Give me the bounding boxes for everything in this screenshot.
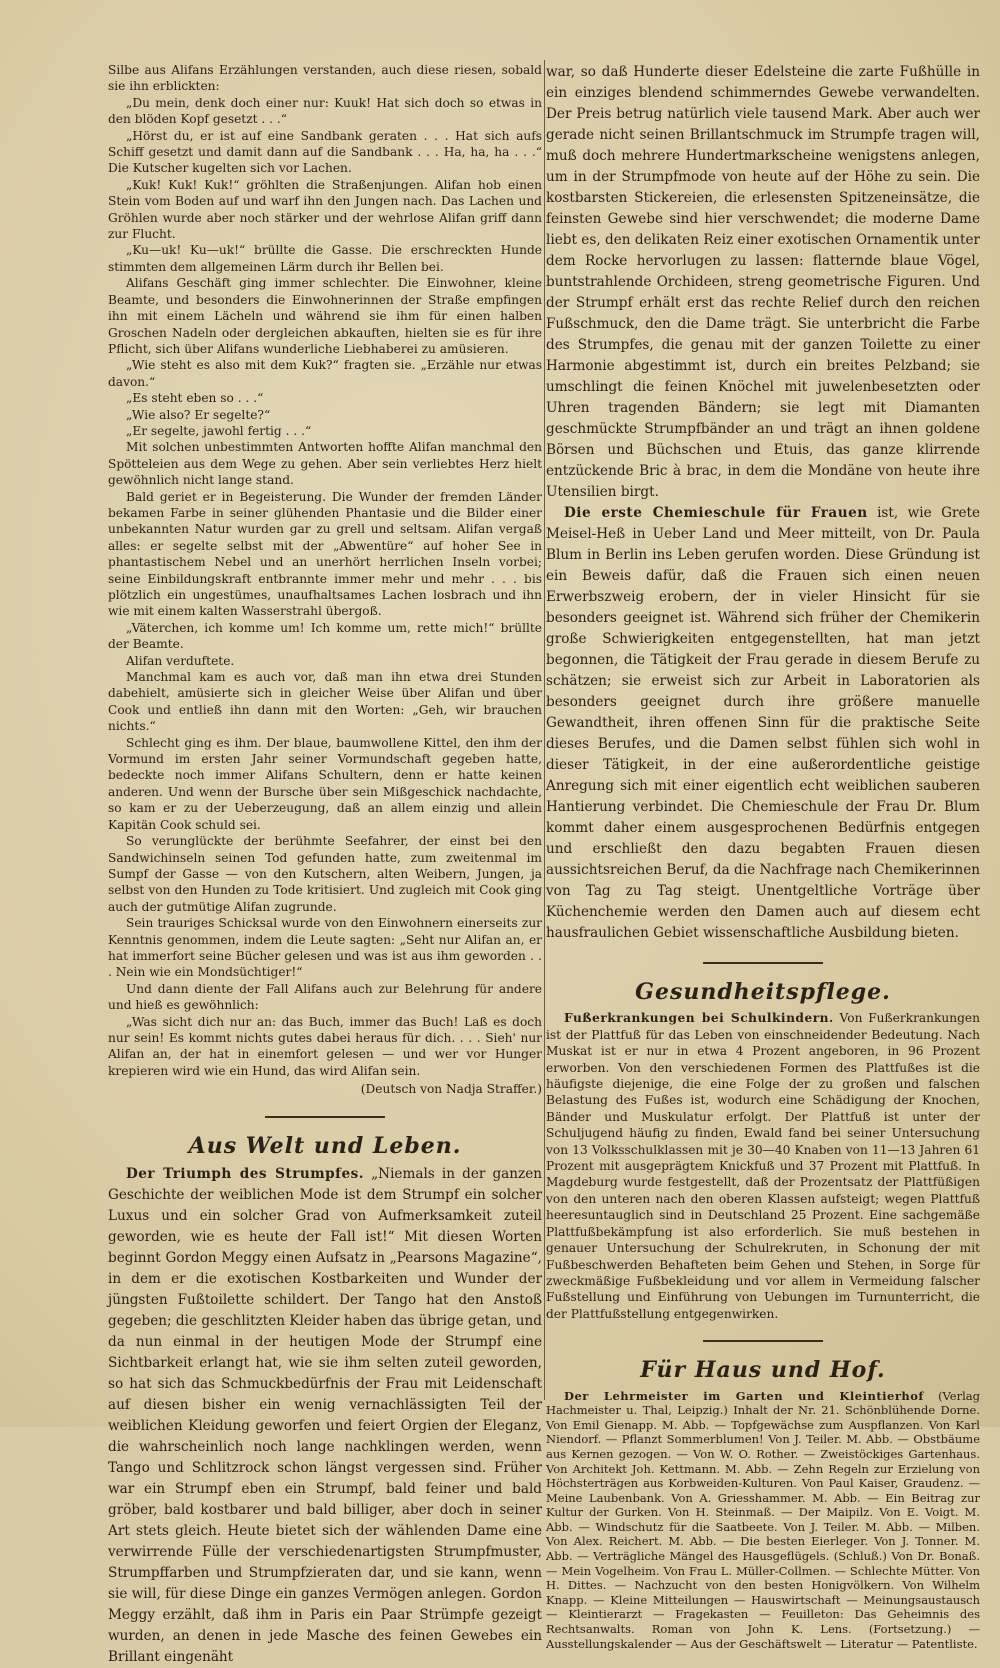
section-rule (703, 962, 823, 964)
paragraph: Schlecht ging es ihm. Der blaue, baumwollene Kittel, den ihm der Vormund im ersten Jahr seiner Vormundschaft gegeben hatte, bedeckte noch immer Alifans Schultern, denn er hatte keinen anderen. Und wenn der Bursche über sein Mißgeschick nachdachte, so kam er zu der Ueberzeugung, daß an allem einzig und allein Kapitän Cook schuld sei. (108, 735, 542, 832)
paragraph: „Er segelte, jawohl fertig . . .“ (126, 423, 312, 438)
article-garden (546, 1389, 980, 1652)
section-heading: Aus Welt und Leben. (188, 1132, 462, 1159)
article-body: Von Fußerkrankungen ist der Plattfuß für das Leben von einschneidender Bedeutung. Nach Muskat ist er nur in etwa 4 Prozent angeboren, in 96 Prozent erworben. Von den verschiedenen Formen des Plattfußes ist die häufigste diejenige, die eine Folge der zu großen und falschen Belastung des Fußes ist, wodurch eine Schädigung der Knochen, Bänder und Muskulatur erfolgt. Der Plattfuß ist unter der Schuljugend häufig zu finden, Ewald fand bei seiner Untersuchung von 13 Volksschulklassen mit je 30—40 Knaben von 11—13 Jahren 61 Prozent mit ausgeprägtem Knickfuß und 37 Prozent mit Plattfuß. In Magdeburg wurde festgestellt, daß der Prozentsatz der Plattfüßigen von den unteren nach den oberen Klassen aufsteigt; wegen Plattfuß heeresuntauglich sind in Deutschland 25 Prozent. Eine sachgemäße Plattfußbekämpfung ist also erforderlich. Sie muß bestehen in genauer Untersuchung der Schulrekruten, in Schonung der mit Fußbeschwerden Behafteten beim Gehen und Stehen, in Sorge für zweckmäßige Fußbekleidung und vor allem in Vermeidung falscher Fußstellung und Einführung von Uebungen im Turnunterricht, die der Plattfußstellung entgegenwirken. (546, 1011, 980, 1321)
article-title: Der Triumph des Strumpfes. (126, 1166, 365, 1182)
paragraph: So verunglückte der berühmte Seefahrer, der einst bei den Sandwichinseln seinen Tod gefunden hatte, zum zweitenmal im Sumpf der Gasse — von den Kutschern, alten Weibern, Jungen, ja selbst von den Hunden zu Tode kritisiert. Und zugleich mit Cook ging auch der gutmütige Alifan zugrunde. (108, 834, 542, 914)
article-title: Fußerkrankungen bei Schulkindern. (564, 1011, 834, 1026)
article-body: ist, wie Grete Meisel-Heß in Ueber Land und Meer mitteilt, von Dr. Paula Blum in Berlin ins Leben gerufen worden. Diese Gründung ist ein Beweis dafür, daß die Frauen sich einen neuen Erwerbszweig erobern, der in vieler Hinsicht für sie besonders geeignet ist. Während sich früher der Chemikerin große Schwierigkeiten entgegenstellten, hat man jetzt begonnen, die Tätigkeit der Frau gerade in diesem Berufe zu schätzen; sie erweist sich zur Arbeit in Laboratorien als besonders geeignet durch ihre größere manuelle Gewandtheit, ihren offenen Sinn für die praktische Seite dieses Berufes, und die Damen selbst fühlen sich wohl in dieser Tätigkeit, in der eine außerordentliche geistige Anregung sich mit einer eigentlich echt weiblichen sauberen Hantierung verbindet. Die Chemieschule der Frau Dr. Blum kommt daher einem ausgesprochenen Bedürfnis entgegen und erschließt den dazu begabten Frauen diesen aussichtsreichen Beruf, da die Nachfrage nach Chemikerinnen von Tag zu Tag steigt. Unentgeltliche Vorträge über Küchenchemie werden den Damen auch auf diesem echt hausfraulichen Gebiet wissenschaftliche Ausbildung bieten. (546, 505, 980, 941)
section-heading: Für Haus und Hof. (640, 1357, 886, 1384)
section-rule (265, 1116, 385, 1118)
article-chemistry (546, 503, 980, 944)
article-title: Die erste Chemieschule für Frauen (564, 505, 868, 521)
translator-credit: (Deutsch von Nadja Straffer.) (360, 1082, 542, 1097)
article-body: „Niemals in der ganzen Geschichte der weiblichen Mode ist dem Strumpf ein solcher Luxus und ein solcher Grad von Aufmerksamkeit zuteil geworden, wie es heute der Fall ist!“ Mit diesen Worten beginnt Gordon Meggy einen Aufsatz in „Pearsons Magazine“, in dem er die exotischen Kostbarkeiten und Wunder der jüngsten Fußtoilette schildert. Der Tango hat den Anstoß gegeben; die geschlitzten Kleider haben das übrige getan, und da nun einmal in der heutigen Mode der Strumpf eine Sichtbarkeit erlangt hat, wie sie ihm selten zuteil geworden, so hat sich das Schmuckbedürfnis der Frau mit Leidenschaft auf diesen bisher ein wenig vernachlässigten Teil der weiblichen Kleidung geworfen und feiert Orgien der Eleganz, die wahrscheinlich noch lange nachklingen werden, wenn Tango und Schlitzrock schon längst vergessen sind. Früher war ein Strumpf eben ein Strumpf, bald feiner und bald gröber, bald kostbarer und bald billiger, aber doch in seiner Art stets gleich. Heute bietet sich der wählenden Dame eine verwirrende Fülle der verschiedenartigsten Strumpfmuster, Strumpffarben und Strumpfzieraten dar, und sie kann, wenn sie will, für diese Dinge ein ganzes Vermögen anlegen. Gordon Meggy erzählt, daß ihm in Paris ein Paar Strümpfe gezeigt wurden, an denen in jede Masche des feinen Gewebes ein Brillant eingenäht (108, 1166, 543, 1665)
paragraph: Manchmal kam es auch vor, daß man ihn etwa drei Stunden dabehielt, amüsierte sich in gleicher Weise über Alifan und über Cook und entließ ihn dann mit den Worten: „Geh, wir brauchen nichts.“ (108, 670, 542, 734)
right-column (546, 62, 980, 1651)
paragraph: „Ku—uk! Ku—uk!“ brüllte die Gasse. Die erschreckten Hunde stimmten dem allgemeinen Lärm durch ihr Bellen bei. (108, 243, 542, 274)
paragraph: „Väterchen, ich komme um! Ich komme um, rette mich!“ brüllte der Beamte. (108, 620, 542, 652)
paragraph: Silbe aus Alifans Erzählungen verstanden, auch diese riesen, sobald sie ihn erblickten: (108, 63, 542, 94)
paragraph: Sein trauriges Schicksal wurde von den Einwohnern einerseits zur Kenntnis genommen, indem die Leute sagten: „Seht nur Alifan an, er hat immerfort seine Bücher gelesen und was ist aus ihm geworden . . . Nein wie ein Mondsüchtiger!“ (108, 916, 542, 980)
paragraph: „Was sicht dich nur an: das Buch, immer das Buch! Laß es doch nur sein! Es kommt nichts gutes dabei heraus für dich. . . . Sieh' nur Alifan an, der hat in einemfort gelesen — und wer vor Hunger krepieren wird wie ein Hund, das wird Alifan sein. (108, 1014, 542, 1078)
left-column (108, 62, 542, 1668)
paragraph: Alifans Geschäft ging immer schlechter. Die Einwohner, kleine Beamte, und besonders die Einwohnerinnen der Straße empfingen ihn mit einem Lächeln und während sie ihm für einen halben Groschen Nadeln oder dergleichen abkauften, hielten sie es für ihre Pflicht, sich über Alifans wunderliche Liebhaberei zu amüsieren. (108, 276, 542, 356)
paragraph: Bald geriet er in Begeisterung. Die Wunder der fremden Länder bekamen Farbe in seiner glühenden Phantasie und die Bilder einer unbekannten Natur wurden gar zu grell und seltsam. Alifan vergaß alles: er segelte selbst mit der „Abwentüre“ auf hoher See in phantastischem Nebel und an unerhört herrlichen Inseln vorbei; seine Einbildungskraft entbrannte immer mehr und mehr . . . bis plötzlich ein ungestümes, unaufhaltsames Lachen losbrach und ihn wie mit einem kalten Wasserstrahl übergoß. (108, 489, 542, 619)
article-title: Der Lehrmeister im Garten und Kleintierhof (564, 1388, 924, 1403)
column-divider (544, 60, 545, 1400)
paragraph: „Hörst du, er ist auf eine Sandbank geraten . . . Hat sich aufs Schiff gesetzt und damit dann auf die Sandbank . . . Ha, ha, ha . . .“ Die Kutscher kugelten sich vor Lachen. (108, 128, 542, 176)
paragraph: Alifan verduftete. (126, 653, 235, 668)
article-body: (Verlag Hachmeister u. Thal, Leipzig.) Inhalt der Nr. 21. Schönblühende Dorne. Von Emil Gienapp. M. Abb. — Topfgewächse zum Auspflanzen. Von Karl Niendorf. — Pflanzt Sommerblumen! Von J. Teiler. M. Abb. — Obstbäume aus Kernen gezogen. — Von W. O. Rother. — Zweistöckiges Gartenhaus. Von Architekt Joh. Kettmann. M. Abb. — Zehn Regeln zur Erzielung von Höchsterträgen aus Korbweiden-Kulturen. Von Paul Kaiser, Graudenz. — Meine Laubenbank. Von A. Griesshammer. M. Abb. — Ein Beitrag zur Kultur der Gurken. Von H. Steinmaß. — Der Maipilz. Von E. Voigt. M. Abb. — Windschutz für die Saatbeete. Von J. Teiler. M. Abb. — Milben. Von Alex. Reichert. M. Abb. — Die besten Eierleger. Von J. Tonner. M. Abb. — Verträgliche Mängel des Hausgeflügels. (Schluß.) Von Dr. Bonaß. — Mein Vogelheim. Von Frau L. Müller-Collmen. — Schlechte Mütter. Von H. Dittes. — Nachzucht von den besten Honigvölkern. Von Wilhelm Knapp. — Kleine Mitteilungen — Hauswirtschaft — Meinungsaustausch — Kleintierarzt — Fragekasten — Feuilleton: Das Geheimnis des Rechtsanwalts. Roman von John K. Lens. (Fortsetzung.) — Ausstellungskalender — Aus der Geschäftswelt — Literatur — Patentliste. (546, 1388, 980, 1651)
paragraph: „Wie also? Er segelte?“ (126, 407, 271, 422)
paragraph: „Es steht eben so . . .“ (126, 391, 264, 406)
paragraph: Und dann diente der Fall Alifans auch zur Belehrung für andere und hieß es gewöhnlich: (108, 981, 542, 1013)
section-heading: Gesundheitspflege. (635, 979, 891, 1005)
article-foot (546, 1010, 980, 1322)
section-rule (703, 1340, 823, 1342)
article-triumph (108, 1164, 542, 1668)
paragraph: „Du mein, denk doch einer nur: Kuuk! Hat sich doch so etwas in den blöden Kopf gesetzt . . .“ (108, 95, 542, 127)
paragraph: Mit solchen unbestimmten Antworten hoffte Alifan manchmal den Spötteleien aus dem Wege zu gehen. Aber sein verliebtes Herz hielt gewöhnlich nicht lange stand. (108, 440, 542, 488)
story-continuation (108, 62, 542, 1098)
paragraph: „Kuk! Kuk! Kuk!“ gröhlten die Straßenjungen. Alifan hob einen Stein vom Boden auf und warf ihn den Jungen nach. Das Lachen und Gröhlen wurde aber noch stärker und der wehrlose Alifan griff dann zur Flucht. (108, 177, 542, 242)
article-triumph-continued: war, so daß Hunderte dieser Edelsteine die zarte Fußhülle in ein einziges blendend schimmerndes Gewebe verwandelten. Der Preis betrug natürlich viele tausend Mark. Aber auch wer gerade nicht seinen Brillantschmuck im Strumpfe tragen will, muß doch mehrere Hundertmarkscheine wenigstens anlegen, um in der Strumpfmode von heute auf der Höhe zu sein. Die kostbarsten Stickereien, die erlesensten Spitzeneinsätze, die feinsten Gewebe sind hier verschwendet; die moderne Dame liebt es, den delikaten Reiz einer exotischen Ornamentik unter dem Rocke hervorlugen zu lassen: flatternde blaue Vögel, buntstrahlende Orchideen, streng geometrische Figuren. Und der Strumpf erhält erst das rechte Relief durch den reichen Fußschmuck, den die Dame trägt. Sie unterbricht die Farbe des Strumpfes, die genau mit der ganzen Toilette zu einer Harmonie abgestimmt ist, durch ein breites Pelzband; sie umschlingt die feinen Knöchel mit juwelenbesetzten oder Uhren tragenden Bändern; sie legt mit Diamanten geschmückte Strumpfbänder an und trägt an ihnen goldene Börsen und Büchschen und Etuis, das ganze klirrende entzückende Bric à brac, in dem die Mondäne von heute ihre Utensilien birgt. (546, 64, 980, 500)
paragraph: „Wie steht es also mit dem Kuk?“ fragten sie. „Erzähle nur etwas davon.“ (108, 358, 542, 389)
